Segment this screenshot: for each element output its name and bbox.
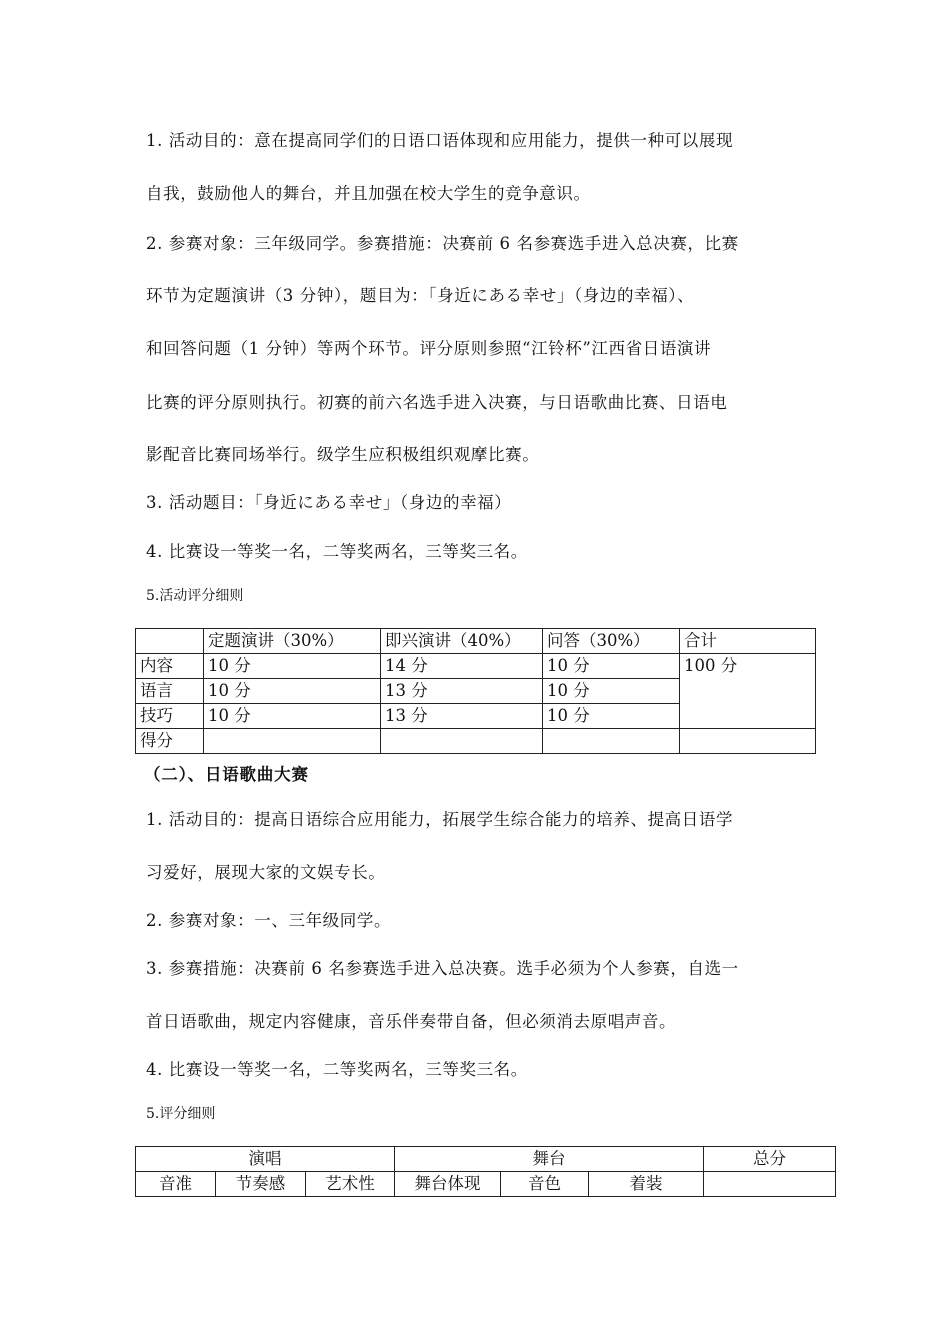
table-row (136, 654, 816, 679)
table-cell: 10 分 (543, 654, 680, 679)
table-header-cell: 问答（30%） (543, 629, 680, 654)
table-header-row (136, 629, 816, 654)
table-row (136, 729, 816, 754)
table-sub-header: 舞台体现 (395, 1172, 501, 1197)
table-header-cell (136, 629, 204, 654)
table-header-cell: 定题演讲（30%） (204, 629, 381, 654)
table-cell: 语言 (136, 679, 204, 704)
table-cell: 13 分 (381, 704, 543, 729)
table-header-cell: 即兴演讲（40%） (381, 629, 543, 654)
s1-item2-line1: 2. 参赛对象：三年级同学。参赛措施：决赛前 6 名参赛选手进入总决赛，比赛 (146, 234, 739, 253)
table-cell: 技巧 (136, 704, 204, 729)
s2-item3-line1: 3. 参赛措施：决赛前 6 名参赛选手进入总决赛。选手必须为个人参赛，自选一 (146, 959, 739, 978)
table-sub-header: 艺术性 (306, 1172, 395, 1197)
table-group-header: 总分 (704, 1147, 836, 1172)
table-cell (381, 729, 543, 754)
table-cell: 13 分 (381, 679, 543, 704)
s1-item1-line2: 自我，鼓励他人的舞台，并且加强在校大学生的竞争意识。 (146, 184, 591, 203)
scoring-table-speech (135, 628, 816, 754)
table-cell: 14 分 (381, 654, 543, 679)
table-row (136, 1172, 836, 1197)
table-cell: 10 分 (543, 679, 680, 704)
s1-item5: 5.活动评分细则 (146, 588, 244, 604)
s1-item2-line4: 比赛的评分原则执行。初赛的前六名选手进入决赛，与日语歌曲比赛、日语电 (146, 393, 728, 412)
s2-item3-line2: 首日语歌曲，规定内容健康，音乐伴奏带自备，但必须消去原唱声音。 (146, 1012, 677, 1031)
s1-item1-line1: 1. 活动目的：意在提高同学们的日语口语体现和应用能力，提供一种可以展现 (146, 131, 734, 150)
table-cell: 10 分 (204, 679, 381, 704)
s1-item2-line3: 和回答问题（1 分钟）等两个环节。评分原则参照“江铃杯”江西省日语演讲 (146, 339, 712, 358)
table-sub-header: 音准 (136, 1172, 216, 1197)
s2-item4: 4. 比赛设一等奖一名，二等奖两名，三等奖三名。 (146, 1060, 528, 1079)
table-header-cell: 合计 (680, 629, 816, 654)
table-group-header: 舞台 (395, 1147, 704, 1172)
s1-item4: 4. 比赛设一等奖一名，二等奖两名，三等奖三名。 (146, 542, 528, 561)
table-cell: 得分 (136, 729, 204, 754)
table-cell: 内容 (136, 654, 204, 679)
s2-item5: 5.评分细则 (146, 1106, 216, 1122)
section2-heading: （二）、日语歌曲大赛 (144, 765, 309, 784)
table-cell (204, 729, 381, 754)
table-cell (543, 729, 680, 754)
table-sub-header: 着装 (589, 1172, 704, 1197)
s2-item1-line2: 习爱好，展现大家的文娱专长。 (146, 863, 386, 882)
table-cell: 10 分 (204, 654, 381, 679)
table-sub-header: 节奏感 (216, 1172, 306, 1197)
s1-item3: 3. 活动题目：「身近にある幸せ」（身边的幸福） (146, 493, 512, 512)
s1-item2-line5: 影配音比赛同场举行。级学生应积极组织观摩比赛。 (146, 445, 540, 464)
table-total-cell: 100 分 (680, 654, 816, 729)
table-header-row (136, 1147, 836, 1172)
table-cell (680, 729, 816, 754)
table-sub-header: 音色 (501, 1172, 589, 1197)
s2-item1-line1: 1. 活动目的：提高日语综合应用能力，拓展学生综合能力的培养、提高日语学 (146, 810, 734, 829)
table-cell: 10 分 (543, 704, 680, 729)
s1-item2-line2: 环节为定题演讲（3 分钟），题目为：「身近にある幸せ」（身边的幸福）、 (146, 286, 695, 305)
scoring-table-singing (135, 1146, 836, 1197)
table-cell: 10 分 (204, 704, 381, 729)
s2-item2: 2. 参赛对象：一、三年级同学。 (146, 911, 392, 930)
table-sub-header (704, 1172, 836, 1197)
table-group-header: 演唱 (136, 1147, 395, 1172)
